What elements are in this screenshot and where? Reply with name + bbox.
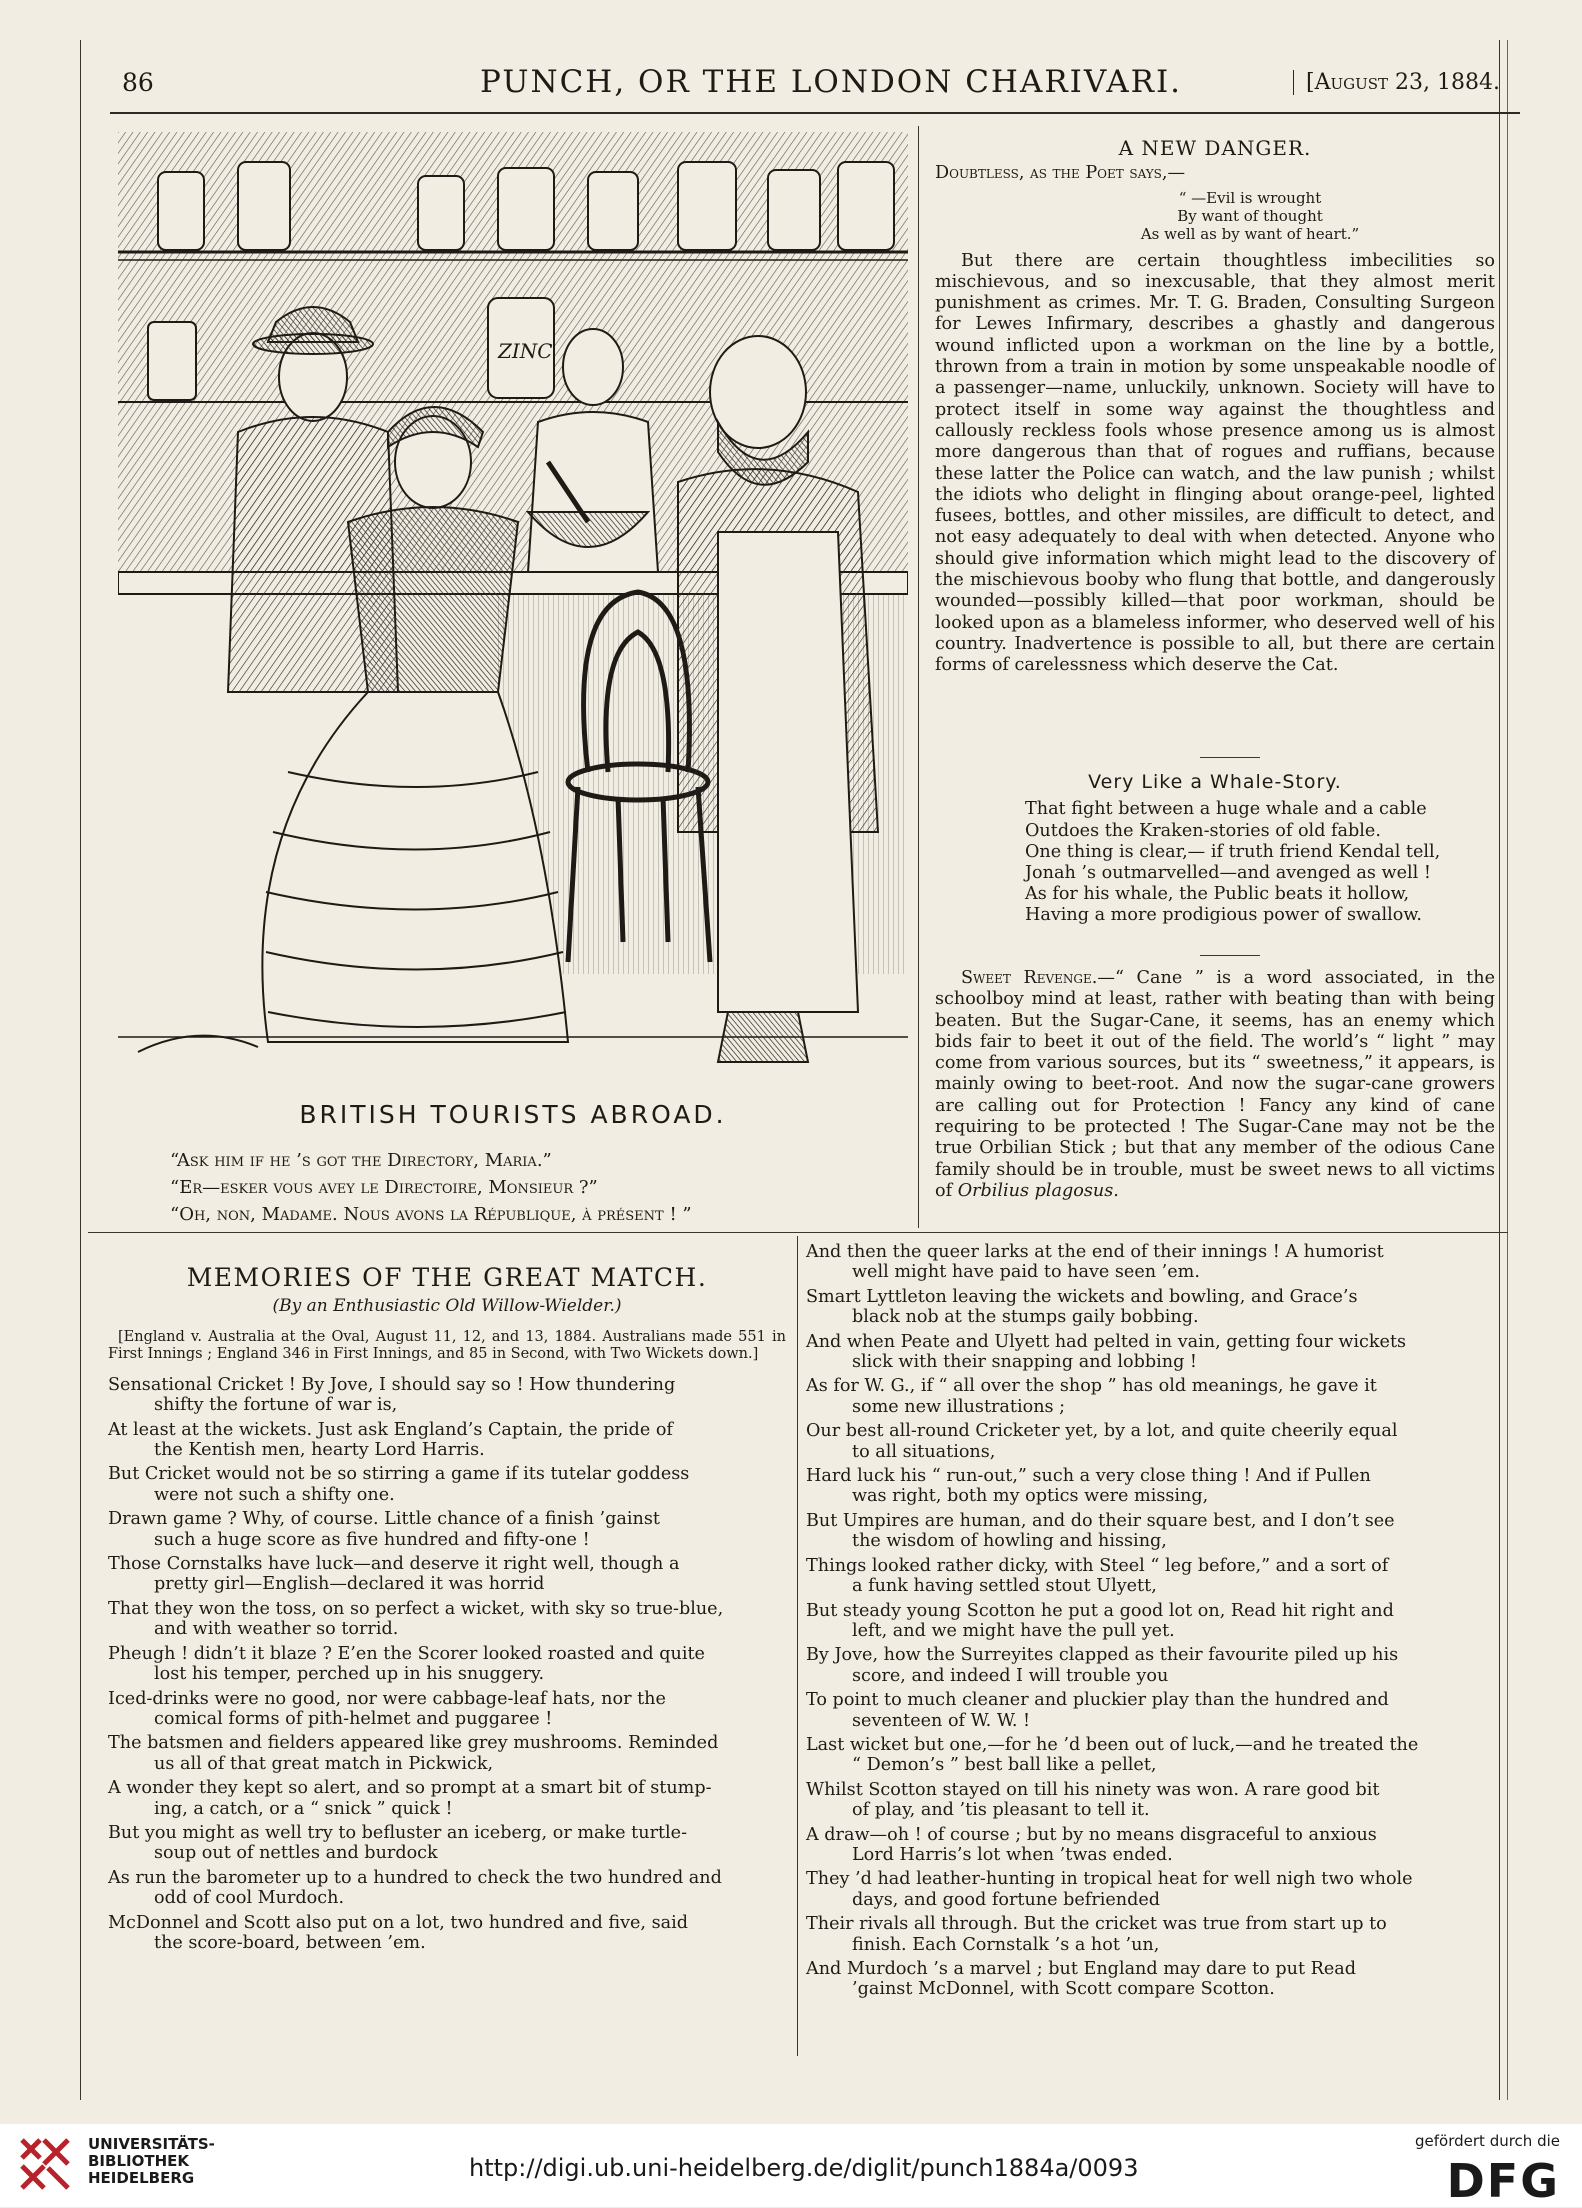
caption-line: “Er—esker vous avey le Directoire, Monsieur ?” — [170, 1177, 598, 1198]
article-intro: Doubtless, as the Poet says,— — [935, 163, 1186, 184]
stanza-line: And when Peate and Ulyett had pelted in vain, getting four wickets — [806, 1331, 1407, 1352]
stanza — [108, 1509, 786, 1550]
stanza-line: A wonder they kept so alert, and so prompt at a smart bit of stump- — [108, 1778, 712, 1799]
divider — [1200, 757, 1260, 758]
stanza-line: Sensational Cricket ! By Jove, I should say so ! How thundering — [108, 1374, 676, 1395]
stanza-line: Last wicket but one,—for he ’d been out of luck,—and he treated the — [806, 1734, 1419, 1755]
stanza-line: But steady young Scotton he put a good lot on, Read hit right and — [806, 1600, 1394, 1621]
stanza — [806, 1645, 1492, 1686]
stanza-line: odd of cool Murdoch. — [154, 1888, 345, 1909]
stanza — [806, 1421, 1492, 1462]
stanza-line: days, and good fortune befriended — [852, 1889, 1161, 1910]
article-sweet-revenge — [935, 968, 1495, 1202]
stanza-line: soup out of nettles and burdock — [154, 1843, 438, 1864]
poem-title: Very Like a Whale-Story. — [1088, 771, 1342, 793]
stanza — [108, 1913, 786, 1954]
article-body: —“ Cane ” is a word associated, in the schoolboy mind at least, rather with beating than with being beaten. But the Sugar-Cane, it seems, has an enemy which bids fair to beet it out of the field. The world’s “ light ” may come from various sources, but its “ sweetness,” it appears, is mainly owing to beet-root. And now the sugar-cane growers are calling out for Protection ! Fancy any kind of cane requiring to be protected ! The Sugar-Cane may not be the true Orbilian Stick ; but that any member of the odious Cane family should be in trouble, must be sweet news to all victims of — [935, 968, 1495, 1201]
article-title: A NEW DANGER. — [1118, 136, 1312, 160]
quote-line: By want of thought — [1177, 206, 1323, 225]
article-quote — [1005, 189, 1495, 243]
library-name-line: BIBLIOTHEK — [88, 2152, 189, 2170]
stanza-line: Hard luck his “ run-out,” such a very close thing ! And if Pullen — [806, 1466, 1371, 1487]
library-name-line: HEIDELBERG — [88, 2169, 195, 2187]
stanza-line: to all situations, — [852, 1441, 996, 1462]
poem-note: [England v. Australia at the Oval, August 11, 12, and 13, 1884. Australians made 551 in First Innings ; England 346 in First Innings, and 85 in Second, with Two Wickets down.] — [108, 1328, 786, 1362]
stanza — [806, 1735, 1492, 1776]
stanza-line: At least at the wickets. Just ask England’s Captain, the pride of — [108, 1419, 673, 1440]
stanza — [806, 1869, 1492, 1910]
column-rule-bottom — [797, 1236, 798, 2056]
quote-line: As well as by want of heart.” — [1140, 224, 1360, 243]
stanza-list — [806, 1242, 1492, 2000]
stanza — [108, 1778, 786, 1819]
poem-title: MEMORIES OF THE GREAT MATCH. — [186, 1263, 708, 1292]
verse-line: One thing is clear,— if truth friend Kendal tell, — [1025, 841, 1441, 862]
stanza-line: By Jove, how the Surreyites clapped as their favourite piled up his — [806, 1645, 1399, 1666]
stanza-line: the score-board, between ’em. — [154, 1932, 426, 1953]
stanza-line: shifty the fortune of war is, — [154, 1395, 398, 1416]
verse-line: That fight between a huge whale and a cable — [1025, 799, 1427, 820]
page-header — [110, 62, 1520, 114]
stanza-line: finish. Each Cornstalk ’s a hot ’un, — [852, 1934, 1160, 1955]
issue-date: [August 23, 1884. — [1293, 70, 1500, 95]
verse-line: As for his whale, the Public beats it hollow, — [1025, 884, 1410, 905]
verse-line: Outdoes the Kraken-stories of old fable. — [1025, 820, 1381, 841]
university-library-name — [88, 2136, 215, 2187]
stanza-line: score, and indeed I will trouble you — [852, 1665, 1169, 1686]
stanza-line: They ’d had leather-hunting in tropical heat for well nigh two whole — [806, 1869, 1413, 1890]
stanza-line: But Cricket would not be so stirring a game if its tutelar goddess — [108, 1464, 690, 1485]
stanza-line: us all of that great match in Pickwick, — [154, 1753, 494, 1774]
stanza-line: pretty girl—English—declared it was horrid — [154, 1574, 545, 1595]
stanza-line: A draw—oh ! of course ; but by no means disgraceful to anxious — [806, 1824, 1377, 1845]
funded-by-label: gefördert durch die — [1415, 2132, 1560, 2150]
stanza-line: a funk having settled stout Ulyett, — [852, 1576, 1157, 1597]
poem-subtitle: (By an Enthusiastic Old Willow-Wielder.) — [272, 1296, 622, 1317]
quote-line: “ —Evil is wrought — [1178, 188, 1322, 207]
stanza — [108, 1375, 786, 1416]
stanza — [806, 1601, 1492, 1642]
stanza — [806, 1825, 1492, 1866]
stanza — [108, 1599, 786, 1640]
article-end: Orbilius plagosus. — [957, 1180, 1119, 1201]
article-new-danger — [935, 138, 1495, 677]
cartoon-caption-dialogue — [170, 1147, 920, 1228]
stanza — [806, 1511, 1492, 1552]
stanza-line: Whilst Scotton stayed on till his ninety was won. A rare good bit — [806, 1779, 1380, 1800]
divider — [1200, 955, 1260, 956]
stanza — [108, 1733, 786, 1774]
stanza-line: Things looked rather dicky, with Steel “ leg before,” and a sort of — [806, 1555, 1389, 1576]
stanza-line: As for W. G., if “ all over the shop ” has old meanings, he gave it — [806, 1376, 1377, 1397]
stanza-line: McDonnel and Scott also put on a lot, two hundred and five, said — [108, 1912, 689, 1933]
stanza-line: the wisdom of howling and hissing, — [852, 1531, 1167, 1552]
stanza-line: Their rivals all through. But the cricket was true from start up to — [806, 1914, 1387, 1935]
poem-memories-left — [108, 1263, 786, 1957]
stanza — [806, 1287, 1492, 1328]
stanza-line: and with weather so torrid. — [154, 1619, 399, 1640]
university-library-logo-icon — [14, 2132, 76, 2194]
stanza-line: But Umpires are human, and do their square best, and I don’t see — [806, 1510, 1395, 1531]
stanza-line: well might have paid to have seen ’em. — [852, 1262, 1200, 1283]
poem-memories-right — [806, 1242, 1492, 2004]
stanza-line: ’gainst McDonnel, with Scott compare Scotton. — [852, 1979, 1275, 2000]
stanza-line: The batsmen and fielders appeared like grey mushrooms. Reminded — [108, 1733, 719, 1754]
stanza-line: such a huge score as five hundred and fifty-one ! — [154, 1529, 590, 1550]
article-lead: Sweet Revenge. — [961, 968, 1098, 988]
stanza-line: black nob at the stumps gaily bobbing. — [852, 1307, 1199, 1328]
stanza-line: Smart Lyttleton leaving the wickets and bowling, and Grace’s — [806, 1286, 1358, 1307]
digitization-footer — [0, 2124, 1582, 2207]
stanza-line: seventeen of W. W. ! — [852, 1710, 1031, 1731]
stanza — [806, 1332, 1492, 1373]
stanza — [806, 1959, 1492, 2000]
stanza-line: Lord Harris’s lot when ’twas ended. — [852, 1844, 1173, 1865]
stanza-line: Our best all-round Cricketer yet, by a lot, and quite cheerily equal — [806, 1421, 1398, 1442]
caption-line: “Ask him if he ’s got the Directory, Maria.” — [170, 1150, 552, 1171]
poem-whale-story — [935, 772, 1495, 927]
poem-verse — [1025, 799, 1495, 926]
permalink-url[interactable]: http://digi.ub.uni-heidelberg.de/diglit/punch1884a/0093 — [469, 2154, 1139, 2182]
verse-line: Having a more prodigious power of swallow. — [1025, 905, 1422, 926]
stanza-line: As run the barometer up to a hundred to check the two hundred and — [108, 1867, 722, 1888]
stanza — [108, 1689, 786, 1730]
caption-line: “Oh, non, Madame. Nous avons la République, à présent ! ” — [170, 1204, 692, 1225]
stanza — [108, 1464, 786, 1505]
stanza-line: was right, both my optics were missing, — [852, 1486, 1209, 1507]
cartoon-illustration — [118, 132, 908, 1072]
stanza-line: ing, a catch, or a “ snick ” quick ! — [154, 1798, 453, 1819]
verse-line: Jonah ’s outmarvelled—and avenged as well ! — [1025, 862, 1431, 883]
stanza — [806, 1556, 1492, 1597]
stanza — [806, 1690, 1492, 1731]
stanza — [806, 1376, 1492, 1417]
stanza-line: To point to much cleaner and pluckier play than the hundred and — [806, 1690, 1389, 1711]
stanza — [806, 1466, 1492, 1507]
stanza-line: comical forms of pith-helmet and puggaree ! — [154, 1708, 553, 1729]
stanza-line: left, and we might have the pull yet. — [852, 1620, 1175, 1641]
stanza — [108, 1644, 786, 1685]
dfg-logo: DFG — [1446, 2154, 1560, 2208]
column-rule-top — [918, 126, 919, 1228]
stanza — [108, 1554, 786, 1595]
stanza-line: the Kentish men, hearty Lord Harris. — [154, 1440, 485, 1461]
stanza-line: “ Demon’s ” best ball like a pellet, — [852, 1755, 1157, 1776]
stanza-line: slick with their snapping and lobbing ! — [852, 1352, 1198, 1373]
stanza-line: some new illustrations ; — [852, 1396, 1066, 1417]
zinc-jar-label: ZINC — [498, 339, 553, 363]
stanza-line: That they won the toss, on so perfect a wicket, with sky so true-blue, — [108, 1598, 724, 1619]
stanza-line: were not such a shifty one. — [154, 1484, 395, 1505]
stanza-line: And Murdoch ’s a marvel ; but England may dare to put Read — [806, 1959, 1357, 1979]
stanza-line: Drawn game ? Why, of course. Little chance of a finish ’gainst — [108, 1509, 660, 1530]
section-rule — [88, 1232, 1508, 1233]
stanza-line: And then the queer larks at the end of their innings ! A humorist — [806, 1242, 1384, 1262]
stanza-line: Those Cornstalks have luck—and deserve it right well, though a — [108, 1554, 680, 1575]
page-number: 86 — [122, 68, 154, 97]
stanza — [108, 1823, 786, 1864]
stanza-line: Iced-drinks were no good, nor were cabbage-leaf hats, nor the — [108, 1688, 666, 1709]
stanza — [108, 1868, 786, 1909]
stanza — [108, 1420, 786, 1461]
article-body: But there are certain thoughtless imbecilities so mischievous, and so inexcusable, that they almost merit punishment as crimes. Mr. T. G. Braden, Consulting Surgeon for Lewes Infirmary, describes a ghastly and dangerous wound inflicted upon a workman on the line by a bottle, thrown from a train in motion by some unspeakable noodle of a passenger—name, unluckily, unknown. Society will have to protect itself in some way against the thoughtless and callously reckless fools whose presence among us is almost more dangerous than that of rogues and ruffians, because these latter the Police can watch, and the law punish ; whilst the idiots who delight in flinging about orange-peel, lighted fusees, bottles, and other missiles, are difficult to detect, and not easy adequately to deal with when detected. Anyone who should give information which might lead to the discovery of the mischievous booby who flung that bottle, and dangerously wounded—possibly killed—that poor workman, should be looked upon as a blameless informer, who deserved well of his country. Inadvertence is possible to all, but there are certain forms of carelessness which deserve the Cat. — [935, 250, 1495, 676]
stanza-line: But you might as well try to befluster an iceberg, or make turtle- — [108, 1822, 688, 1843]
stanza — [806, 1780, 1492, 1821]
masthead-title: PUNCH, OR THE LONDON CHARIVARI. — [480, 64, 1183, 100]
stanza — [806, 1242, 1492, 1283]
stanza-line: Pheugh ! didn’t it blaze ? E’en the Scorer looked roasted and quite — [108, 1643, 705, 1664]
cartoon-caption-title: BRITISH TOURISTS ABROAD. — [299, 1100, 727, 1129]
stanza-line: lost his temper, perched up in his snuggery. — [154, 1664, 545, 1685]
stanza — [806, 1914, 1492, 1955]
cartoon-engraving — [118, 132, 908, 1072]
stanza-line: of play, and ’tis pleasant to tell it. — [852, 1800, 1150, 1821]
library-name-line: UNIVERSITÄTS- — [88, 2135, 215, 2153]
stanza-list — [108, 1375, 786, 1954]
